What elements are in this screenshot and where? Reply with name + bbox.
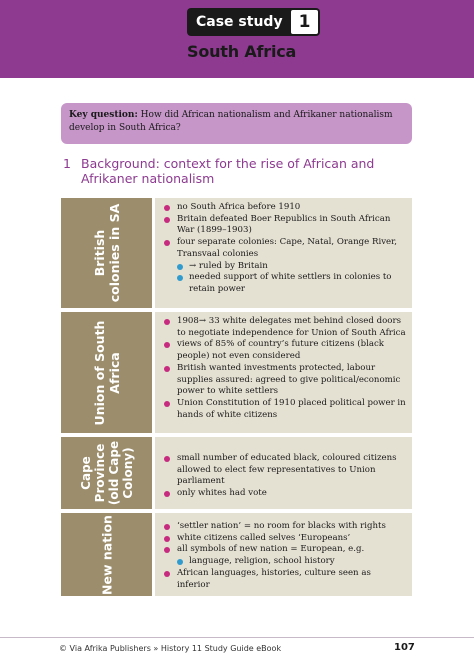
case-study-label: Case study — [196, 14, 283, 30]
row-label — [99, 515, 114, 595]
list-item: → ruled by Britain — [163, 261, 406, 273]
list-item: no South Africa before 1910 — [163, 202, 406, 214]
table-row-british-colonies — [61, 198, 412, 308]
case-study-number: 1 — [291, 10, 319, 34]
table-row-cape-province — [61, 437, 412, 509]
key-question-text: How did African nationalism and Afrikaner nationalism develop in South Africa? — [69, 110, 393, 133]
key-question-box — [61, 103, 412, 144]
row-label-line: Cape — [78, 456, 93, 490]
case-study-badge — [187, 8, 320, 36]
list-item: four separate colonies: Cape, Natal, Orange River, Transvaal colonies — [163, 237, 406, 260]
row-label-line: New nation — [99, 514, 114, 595]
list-item: white citizens called selves ‘Europeans’ — [163, 533, 406, 545]
footer-copyright: © Via Afrika Publishers » History 11 Study Guide eBook — [59, 644, 282, 653]
row-content — [155, 437, 412, 509]
section-title-line1: Background: context for the rise of African and — [81, 156, 375, 171]
row-label-line: British — [91, 229, 107, 277]
row-content — [155, 312, 412, 433]
list-item: British wanted investments protected, labour supplies assured: agreed to give political/economic power to white settlers — [163, 363, 406, 398]
header-band — [0, 0, 474, 78]
page-number: 107 — [394, 642, 415, 653]
row-label-cell — [61, 198, 152, 308]
footer-divider — [0, 637, 474, 638]
row-label-line: colonies in SA — [106, 203, 122, 303]
row-label-cell — [61, 312, 152, 433]
row-label-line: Union of South — [91, 320, 107, 425]
row-label-cell — [61, 513, 152, 596]
bullet-list — [163, 316, 406, 421]
table-row-new-nation — [61, 513, 412, 596]
row-content — [155, 513, 412, 596]
list-item: views of 85% of country’s future citizens (black people) not even considered — [163, 339, 406, 362]
bullet-list — [163, 202, 406, 296]
list-item: Britain defeated Boer Republics in South African War (1899–1903) — [163, 214, 406, 237]
row-label-line: (old Cape — [106, 440, 121, 506]
list-item: 1908→ 33 white delegates met behind closed doors to negotiate independence for Union of South Africa — [163, 316, 406, 339]
list-item: Union Constitution of 1910 placed political power in hands of white citizens — [163, 398, 406, 421]
list-item: ‘settler nation’ = no room for blacks with rights — [163, 521, 406, 533]
section-title-line2: Afrikaner nationalism — [81, 171, 215, 186]
row-label — [92, 204, 122, 303]
row-label-line: Africa — [106, 351, 122, 394]
list-item: all symbols of new nation = European, e.g. — [163, 544, 406, 556]
table-row-union-of-south-africa — [61, 312, 412, 433]
row-label-line: Colony) — [120, 447, 135, 499]
list-item: only whites had vote — [163, 488, 406, 500]
list-item: small number of educated black, coloured citizens allowed to elect few representatives to Union parliament — [163, 453, 406, 488]
section-heading — [63, 156, 393, 186]
row-label-line: Province — [92, 443, 107, 503]
bullet-list — [163, 521, 406, 591]
bullet-list — [163, 453, 406, 500]
section-number: 1 — [63, 156, 71, 171]
row-label — [79, 441, 135, 505]
list-item: needed support of white settlers in colonies to retain power — [163, 272, 406, 295]
list-item: language, religion, school history — [163, 556, 406, 568]
row-content — [155, 198, 412, 308]
row-label-cell — [61, 437, 152, 509]
row-label — [92, 320, 122, 425]
list-item: African languages, histories, culture seen as inferior — [163, 568, 406, 591]
page-title: South Africa — [187, 42, 297, 61]
key-question-label: Key question: — [69, 110, 138, 120]
